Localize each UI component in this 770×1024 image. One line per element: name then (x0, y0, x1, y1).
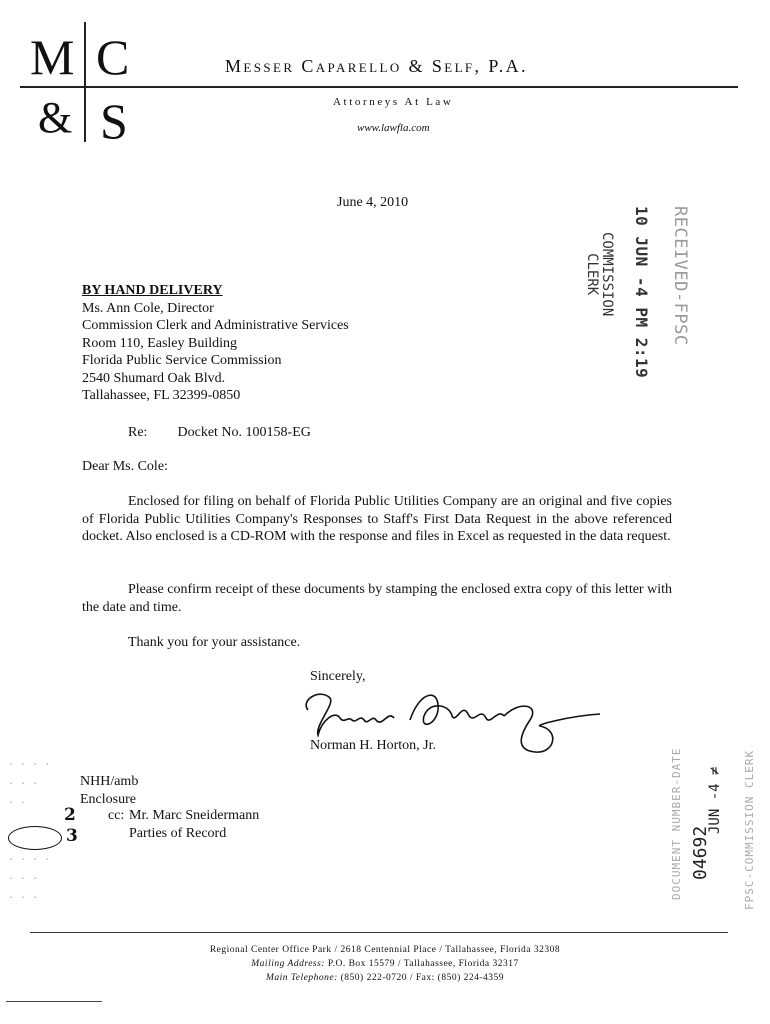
logo-letter-c: C (96, 29, 130, 85)
footer-address: Regional Center Office Park / 2618 Centennial Place / Tallahassee, Florida 32308 (209, 945, 561, 955)
clerk-stamp-line1: COMMISSION (599, 232, 615, 317)
closing: Sincerely, (310, 669, 366, 684)
paragraph-1: Enclosed for filing on behalf of Florida Public Utilities Company are an original and five copies of Florida Public Utilities Company's Responses to Staff's First Data Request in the above referenced docket. Also enclosed is a CD-ROM with the response and files in Excel as requested in the data request. (82, 494, 672, 544)
recipient-line: Tallahassee, FL 32399-0850 (82, 388, 241, 403)
firm-name: Messer Caparello & Self, P.A. (225, 56, 528, 76)
mailing-address: P.O. Box 15579 / Tallahassee, Florida 32317 (327, 959, 519, 969)
recipient-line: Ms. Ann Cole, Director (82, 300, 214, 316)
paragraph-3: Thank you for your assistance. (128, 635, 301, 650)
re-line (128, 424, 311, 442)
firm-website: www.lawfla.com (357, 122, 430, 134)
recipient-line: 2540 Shumard Oak Blvd. (82, 370, 226, 386)
received-stamp: RECEIVED-FPSC (670, 206, 690, 346)
enclosure-note: Enclosure (80, 792, 136, 807)
re-label: Re: (128, 425, 148, 440)
margin-marks: . . . . . . . . . . . . . . . . . . . (8, 757, 51, 901)
letter-date: June 4, 2010 (337, 195, 409, 210)
cc-recipient: Parties of Record (129, 826, 227, 841)
recipient-line: Room 110, Easley Building (82, 335, 238, 351)
firm-tagline: Attorneys At Law (333, 96, 454, 108)
page-bottom-rule (6, 1001, 102, 1002)
document-stamp-caption: FPSC-COMMISSION CLERK (743, 749, 756, 910)
document-date-stamp: JUN -4 ≠ (707, 766, 723, 834)
cc-label: cc: (108, 808, 125, 823)
recipient-line: Commission Clerk and Administrative Services (82, 318, 349, 333)
footer-rule (30, 932, 728, 933)
logo-ampersand: & (38, 93, 73, 142)
letterhead-rule (20, 86, 738, 88)
received-date-stamp: 10 JUN -4 PM 2:19 (632, 206, 651, 379)
typist-initials: NHH/amb (80, 774, 139, 789)
letterhead-footer (0, 943, 770, 985)
recipient-line: Florida Public Service Commission (82, 353, 282, 368)
logo-letter-m: M (30, 29, 75, 85)
clerk-stamp-line2: CLERK (584, 253, 600, 296)
handwritten-mark: 2 (64, 805, 76, 825)
document-number-stamp: 04692 (690, 825, 711, 880)
paragraph-2: Please confirm receipt of these documents by stamping the enclosed extra copy of this letter with the date and time. (82, 582, 672, 615)
mailing-address-label: Mailing Address: (251, 959, 325, 969)
handwritten-mark: 3 (66, 826, 78, 846)
salutation: Dear Ms. Cole: (82, 459, 168, 474)
document-stamp-caption: DOCUMENT NUMBER-DATE (670, 747, 683, 900)
logo-divider-vertical (84, 22, 86, 142)
logo-letter-s: S (100, 93, 128, 149)
recipient-address (82, 282, 349, 405)
commission-clerk-stamp (584, 232, 614, 316)
signer-name: Norman H. Horton, Jr. (310, 738, 436, 753)
telephone-label: Main Telephone: (265, 973, 338, 983)
cc-recipient: Mr. Marc Sneidermann (129, 808, 260, 823)
delivery-method: BY HAND DELIVERY (82, 283, 223, 298)
docket-number: Docket No. 100158-EG (177, 425, 311, 440)
telephone-fax: (850) 222-0720 / Fax: (850) 224-4359 (340, 973, 505, 983)
